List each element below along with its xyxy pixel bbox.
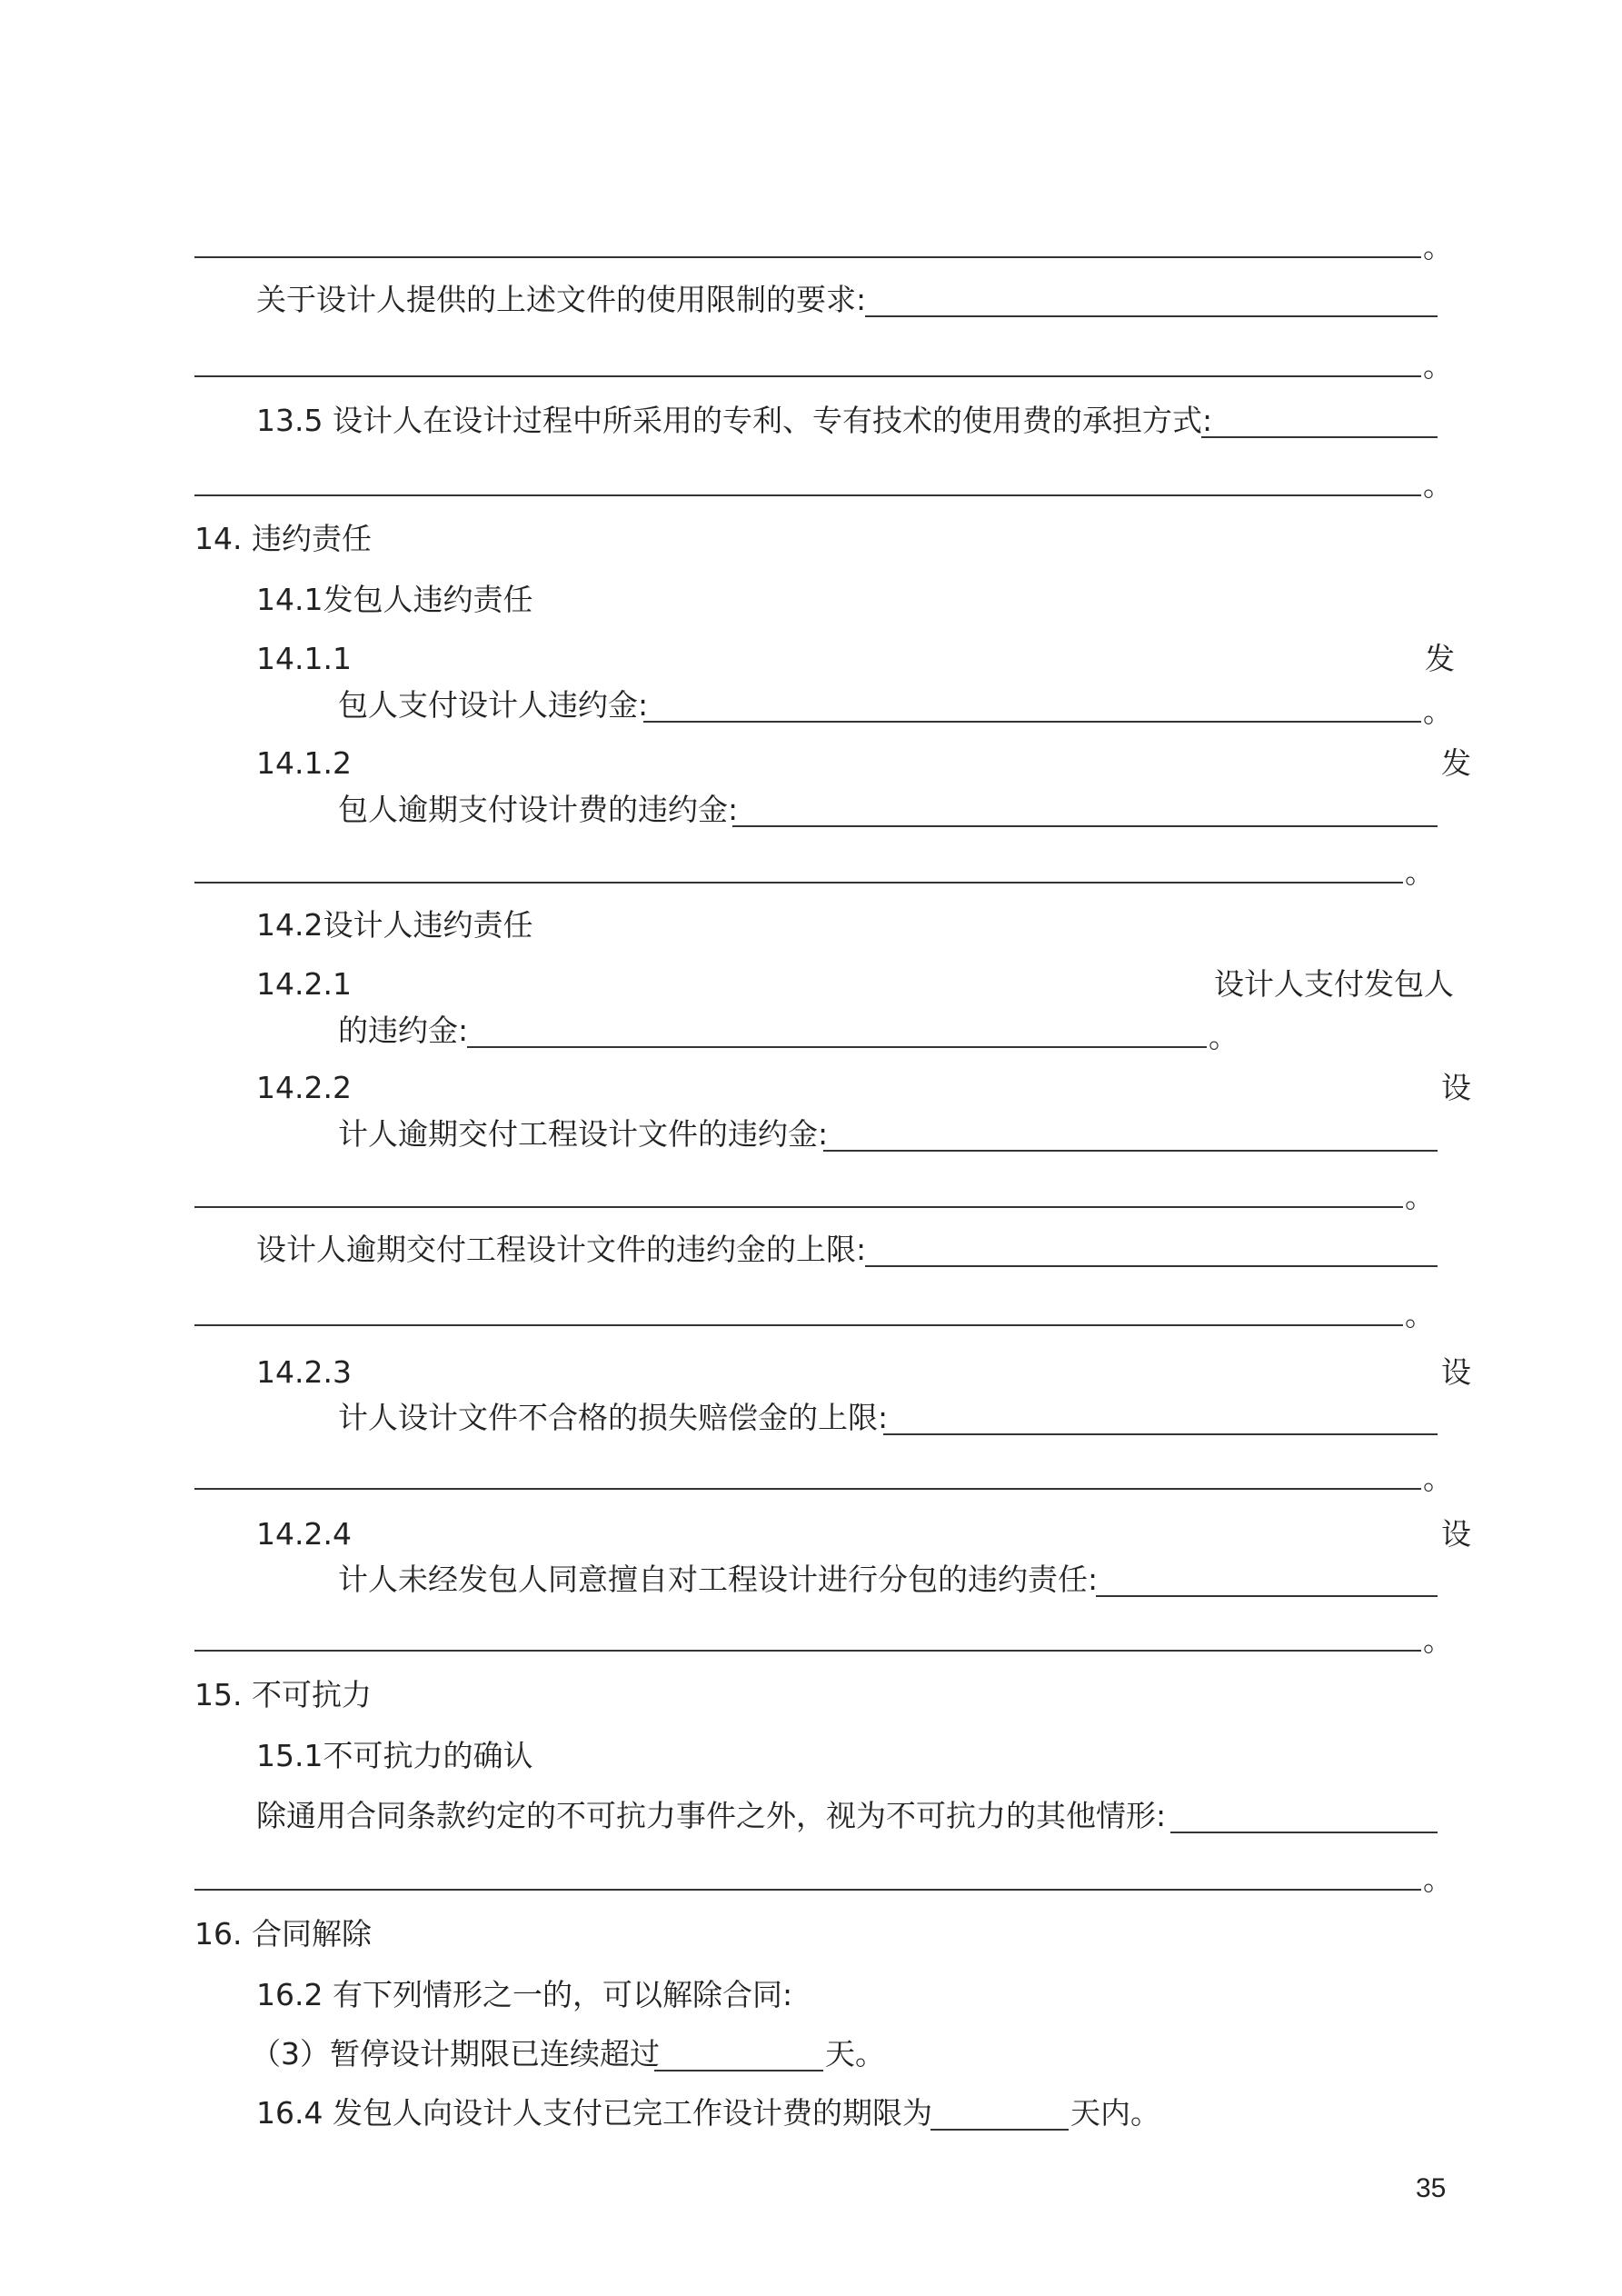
- clause-16-2-3-suffix: 天。: [825, 2036, 885, 2071]
- period-mark: 。: [1423, 694, 1453, 729]
- clause-14-1-heading: 14.1发包人违约责任: [256, 582, 533, 617]
- clause-14-1-2-tail: 发: [1441, 745, 1471, 781]
- clause-14-1-2-number: 14.1.2: [256, 745, 352, 781]
- use-restriction-label: 关于设计人提供的上述文件的使用限制的要求:: [256, 282, 867, 317]
- use-restriction-blank[interactable]: [865, 315, 1438, 317]
- clause-14-2-2-blank[interactable]: [823, 1150, 1438, 1152]
- clause-14-1-1-blank[interactable]: [643, 721, 1421, 723]
- clause-14-2-4-label: 计人未经发包人同意擅自对工程设计进行分包的违约责任:: [338, 1562, 1099, 1597]
- clause-15-1-blank[interactable]: [1170, 1832, 1438, 1833]
- clause-14-2-2-label: 计人逾期交付工程设计文件的违约金:: [338, 1116, 829, 1152]
- clause-14-1-2-blank-2[interactable]: [194, 882, 1403, 883]
- period-mark: 。: [1405, 1179, 1435, 1214]
- clause-13-5-blank-2[interactable]: [194, 494, 1421, 496]
- blank-line[interactable]: [194, 256, 1421, 258]
- clause-14-2-1-label: 的违约金:: [338, 1013, 469, 1048]
- clause-16-4-label: 16.4 发包人向设计人支付已完工作设计费的期限为: [256, 2095, 932, 2131]
- clause-13-5-blank[interactable]: [1201, 436, 1438, 438]
- clause-14-1-1-tail: 发: [1425, 641, 1455, 676]
- suspension-days-blank[interactable]: [654, 2070, 823, 2071]
- heading-16: 16. 合同解除: [194, 1916, 372, 1952]
- clause-14-2-3-tail: 设: [1441, 1354, 1471, 1390]
- period-mark: 。: [1405, 1297, 1435, 1333]
- clause-14-1-1-label: 包人支付设计人违约金:: [338, 687, 649, 723]
- clause-14-2-2-tail: 设: [1441, 1070, 1471, 1105]
- period-mark: 。: [1405, 854, 1435, 890]
- clause-14-2-1-number: 14.2.1: [256, 966, 352, 1002]
- clause-14-2-3-blank-2[interactable]: [194, 1488, 1421, 1490]
- period-mark: 。: [1423, 467, 1453, 503]
- page-number: 35: [1416, 2173, 1447, 2203]
- period-mark: 。: [1423, 1461, 1453, 1496]
- clause-16-4-suffix: 天内。: [1070, 2095, 1160, 2131]
- period-mark: 。: [1209, 1019, 1239, 1054]
- clause-15-1-heading: 15.1不可抗力的确认: [256, 1738, 533, 1773]
- clause-14-2-2-number: 14.2.2: [256, 1070, 352, 1105]
- clause-14-2-3-number: 14.2.3: [256, 1354, 352, 1390]
- clause-14-2-2-cap-label: 设计人逾期交付工程设计文件的违约金的上限:: [256, 1232, 867, 1267]
- heading-15: 15. 不可抗力: [194, 1677, 372, 1712]
- clause-16-2-label: 16.2 有下列情形之一的，可以解除合同:: [256, 1977, 793, 2012]
- clause-14-1-1-number: 14.1.1: [256, 641, 352, 676]
- period-mark: 。: [1423, 1862, 1453, 1897]
- clause-14-1-2-label: 包人逾期支付设计费的违约金:: [338, 792, 739, 827]
- clause-14-2-1-blank[interactable]: [467, 1046, 1207, 1048]
- clause-14-2-4-blank[interactable]: [1096, 1595, 1438, 1597]
- clause-14-2-3-label: 计人设计文件不合格的损失赔偿金的上限:: [338, 1400, 889, 1435]
- period-mark: 。: [1423, 1622, 1453, 1658]
- heading-14: 14. 违约责任: [194, 521, 372, 556]
- clause-14-2-3-blank[interactable]: [883, 1433, 1438, 1435]
- clause-14-2-2-blank-2[interactable]: [194, 1206, 1403, 1208]
- period-mark: 。: [1423, 348, 1453, 384]
- clause-14-2-2-cap-blank[interactable]: [865, 1265, 1438, 1267]
- clause-13-5-label: 13.5 设计人在设计过程中所采用的专利、专有技术的使用费的承担方式:: [256, 403, 1213, 438]
- clause-16-2-3-label: （3）暂停设计期限已连续超过: [251, 2036, 660, 2071]
- clause-14-1-2-blank[interactable]: [732, 825, 1438, 827]
- clause-14-2-2-cap-blank-2[interactable]: [194, 1324, 1403, 1326]
- use-restriction-blank-2[interactable]: [194, 375, 1421, 377]
- clause-14-2-4-blank-2[interactable]: [194, 1650, 1421, 1652]
- clause-14-2-1-tail: 设计人支付发包人: [1214, 966, 1454, 1002]
- clause-15-1-blank-2[interactable]: [194, 1889, 1421, 1891]
- clause-15-1-label: 除通用合同条款约定的不可抗力事件之外，视为不可抗力的其他情形:: [256, 1798, 1167, 1833]
- clause-14-2-4-number: 14.2.4: [256, 1516, 352, 1552]
- clause-14-2-4-tail: 设: [1441, 1516, 1471, 1552]
- payment-days-blank[interactable]: [930, 2129, 1069, 2131]
- period-mark: 。: [1423, 229, 1453, 265]
- clause-14-2-heading: 14.2设计人违约责任: [256, 907, 533, 943]
